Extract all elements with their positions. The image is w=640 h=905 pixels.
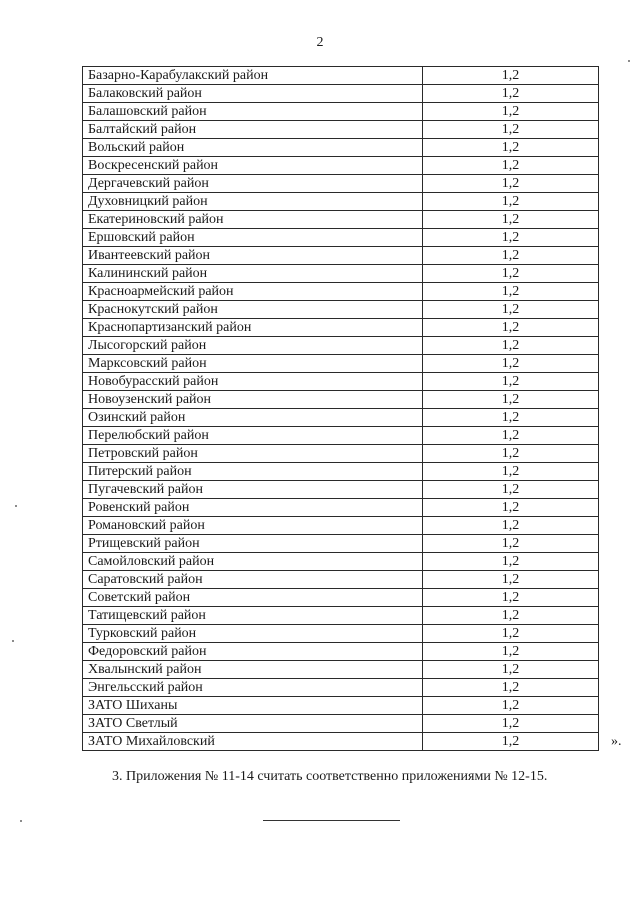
coefficient-cell: 1,2 [423, 67, 599, 85]
table-row [83, 427, 599, 445]
coefficient-cell: 1,2 [423, 409, 599, 427]
table-row [83, 229, 599, 247]
table-row [83, 121, 599, 139]
table-row [83, 157, 599, 175]
table-body [83, 67, 599, 751]
coefficient-cell: 1,2 [423, 571, 599, 589]
district-name-cell: Балтайский район [83, 121, 423, 139]
coefficient-cell: 1,2 [423, 283, 599, 301]
table-row [83, 139, 599, 157]
coefficient-cell: 1,2 [423, 373, 599, 391]
district-name-cell: Хвалынский район [83, 661, 423, 679]
coefficient-cell: 1,2 [423, 553, 599, 571]
coefficient-cell: 1,2 [423, 517, 599, 535]
table-row [83, 733, 599, 751]
table-row [83, 247, 599, 265]
table-row [83, 661, 599, 679]
coefficient-cell: 1,2 [423, 265, 599, 283]
district-name-cell: Ровенский район [83, 499, 423, 517]
coefficient-cell: 1,2 [423, 535, 599, 553]
table-row [83, 643, 599, 661]
district-name-cell: Петровский район [83, 445, 423, 463]
district-name-cell: Калининский район [83, 265, 423, 283]
coefficient-cell: 1,2 [423, 193, 599, 211]
district-name-cell: Воскресенский район [83, 157, 423, 175]
table-row [83, 571, 599, 589]
coefficient-cell: 1,2 [423, 319, 599, 337]
district-name-cell: Энгельсский район [83, 679, 423, 697]
table-row [83, 517, 599, 535]
scan-speck [628, 60, 630, 62]
district-name-cell: Самойловский район [83, 553, 423, 571]
table-row [83, 589, 599, 607]
district-name-cell: Вольский район [83, 139, 423, 157]
district-name-cell: Базарно-Карабулакский район [83, 67, 423, 85]
table-row [83, 175, 599, 193]
coefficient-cell: 1,2 [423, 607, 599, 625]
district-name-cell: Ивантеевский район [83, 247, 423, 265]
coefficient-cell: 1,2 [423, 589, 599, 607]
district-name-cell: Турковский район [83, 625, 423, 643]
coefficient-cell: 1,2 [423, 733, 599, 751]
coefficient-cell: 1,2 [423, 157, 599, 175]
district-name-cell: Саратовский район [83, 571, 423, 589]
coefficient-cell: 1,2 [423, 463, 599, 481]
table-row [83, 625, 599, 643]
coefficient-cell: 1,2 [423, 427, 599, 445]
coefficient-cell: 1,2 [423, 481, 599, 499]
table-row [83, 193, 599, 211]
table-row [83, 607, 599, 625]
district-name-cell: Новоузенский район [83, 391, 423, 409]
table-row [83, 211, 599, 229]
table-row [83, 679, 599, 697]
coefficient-cell: 1,2 [423, 499, 599, 517]
district-name-cell: Озинский район [83, 409, 423, 427]
district-name-cell: Красноармейский район [83, 283, 423, 301]
table-row [83, 697, 599, 715]
coefficient-cell: 1,2 [423, 103, 599, 121]
paragraph-3: 3. Приложения № 11-14 считать соответственно приложениями № 12-15. [112, 769, 548, 784]
coefficient-cell: 1,2 [423, 247, 599, 265]
coefficient-cell: 1,2 [423, 445, 599, 463]
district-name-cell: Балашовский район [83, 103, 423, 121]
district-name-cell: Татищевский район [83, 607, 423, 625]
district-name-cell: ЗАТО Михайловский [83, 733, 423, 751]
table-row [83, 499, 599, 517]
table-row [83, 319, 599, 337]
coefficient-cell: 1,2 [423, 337, 599, 355]
scan-speck [20, 820, 22, 822]
coefficient-cell: 1,2 [423, 301, 599, 319]
table-row [83, 391, 599, 409]
coefficient-cell: 1,2 [423, 229, 599, 247]
coefficient-cell: 1,2 [423, 661, 599, 679]
district-name-cell: Романовский район [83, 517, 423, 535]
table-row [83, 463, 599, 481]
table-row [83, 103, 599, 121]
divider-line [263, 820, 400, 821]
district-name-cell: Духовницкий район [83, 193, 423, 211]
coefficient-cell: 1,2 [423, 643, 599, 661]
coefficient-cell: 1,2 [423, 625, 599, 643]
coefficient-cell: 1,2 [423, 85, 599, 103]
coefficient-cell: 1,2 [423, 679, 599, 697]
coefficient-cell: 1,2 [423, 139, 599, 157]
district-name-cell: Перелюбский район [83, 427, 423, 445]
table-row [83, 715, 599, 733]
table-row [83, 535, 599, 553]
table-row [83, 301, 599, 319]
coefficient-cell: 1,2 [423, 697, 599, 715]
table-row [83, 355, 599, 373]
scan-speck [12, 640, 14, 642]
district-name-cell: ЗАТО Светлый [83, 715, 423, 733]
table-row [83, 67, 599, 85]
table-row [83, 373, 599, 391]
district-name-cell: Екатериновский район [83, 211, 423, 229]
district-name-cell: Ершовский район [83, 229, 423, 247]
district-name-cell: Лысогорский район [83, 337, 423, 355]
page-number: 2 [316, 35, 324, 50]
coefficient-cell: 1,2 [423, 355, 599, 373]
district-name-cell: Ртищевский район [83, 535, 423, 553]
coefficient-cell: 1,2 [423, 715, 599, 733]
district-name-cell: Пугачевский район [83, 481, 423, 499]
district-name-cell: Краснопартизанский район [83, 319, 423, 337]
coefficient-cell: 1,2 [423, 175, 599, 193]
table-row [83, 265, 599, 283]
district-name-cell: Марксовский район [83, 355, 423, 373]
coefficient-cell: 1,2 [423, 121, 599, 139]
district-name-cell: Федоровский район [83, 643, 423, 661]
district-name-cell: Питерский район [83, 463, 423, 481]
table-row [83, 283, 599, 301]
table-row [83, 409, 599, 427]
table-row [83, 85, 599, 103]
closing-quote-mark: ». [611, 734, 622, 749]
district-coefficient-table [82, 66, 599, 751]
table-row [83, 337, 599, 355]
coefficient-cell: 1,2 [423, 211, 599, 229]
table-row [83, 553, 599, 571]
table-row [83, 481, 599, 499]
scan-speck [15, 505, 17, 507]
district-name-cell: Балаковский район [83, 85, 423, 103]
district-name-cell: ЗАТО Шиханы [83, 697, 423, 715]
district-name-cell: Дергачевский район [83, 175, 423, 193]
district-name-cell: Советский район [83, 589, 423, 607]
district-name-cell: Новобурасский район [83, 373, 423, 391]
coefficient-cell: 1,2 [423, 391, 599, 409]
table-row [83, 445, 599, 463]
district-name-cell: Краснокутский район [83, 301, 423, 319]
